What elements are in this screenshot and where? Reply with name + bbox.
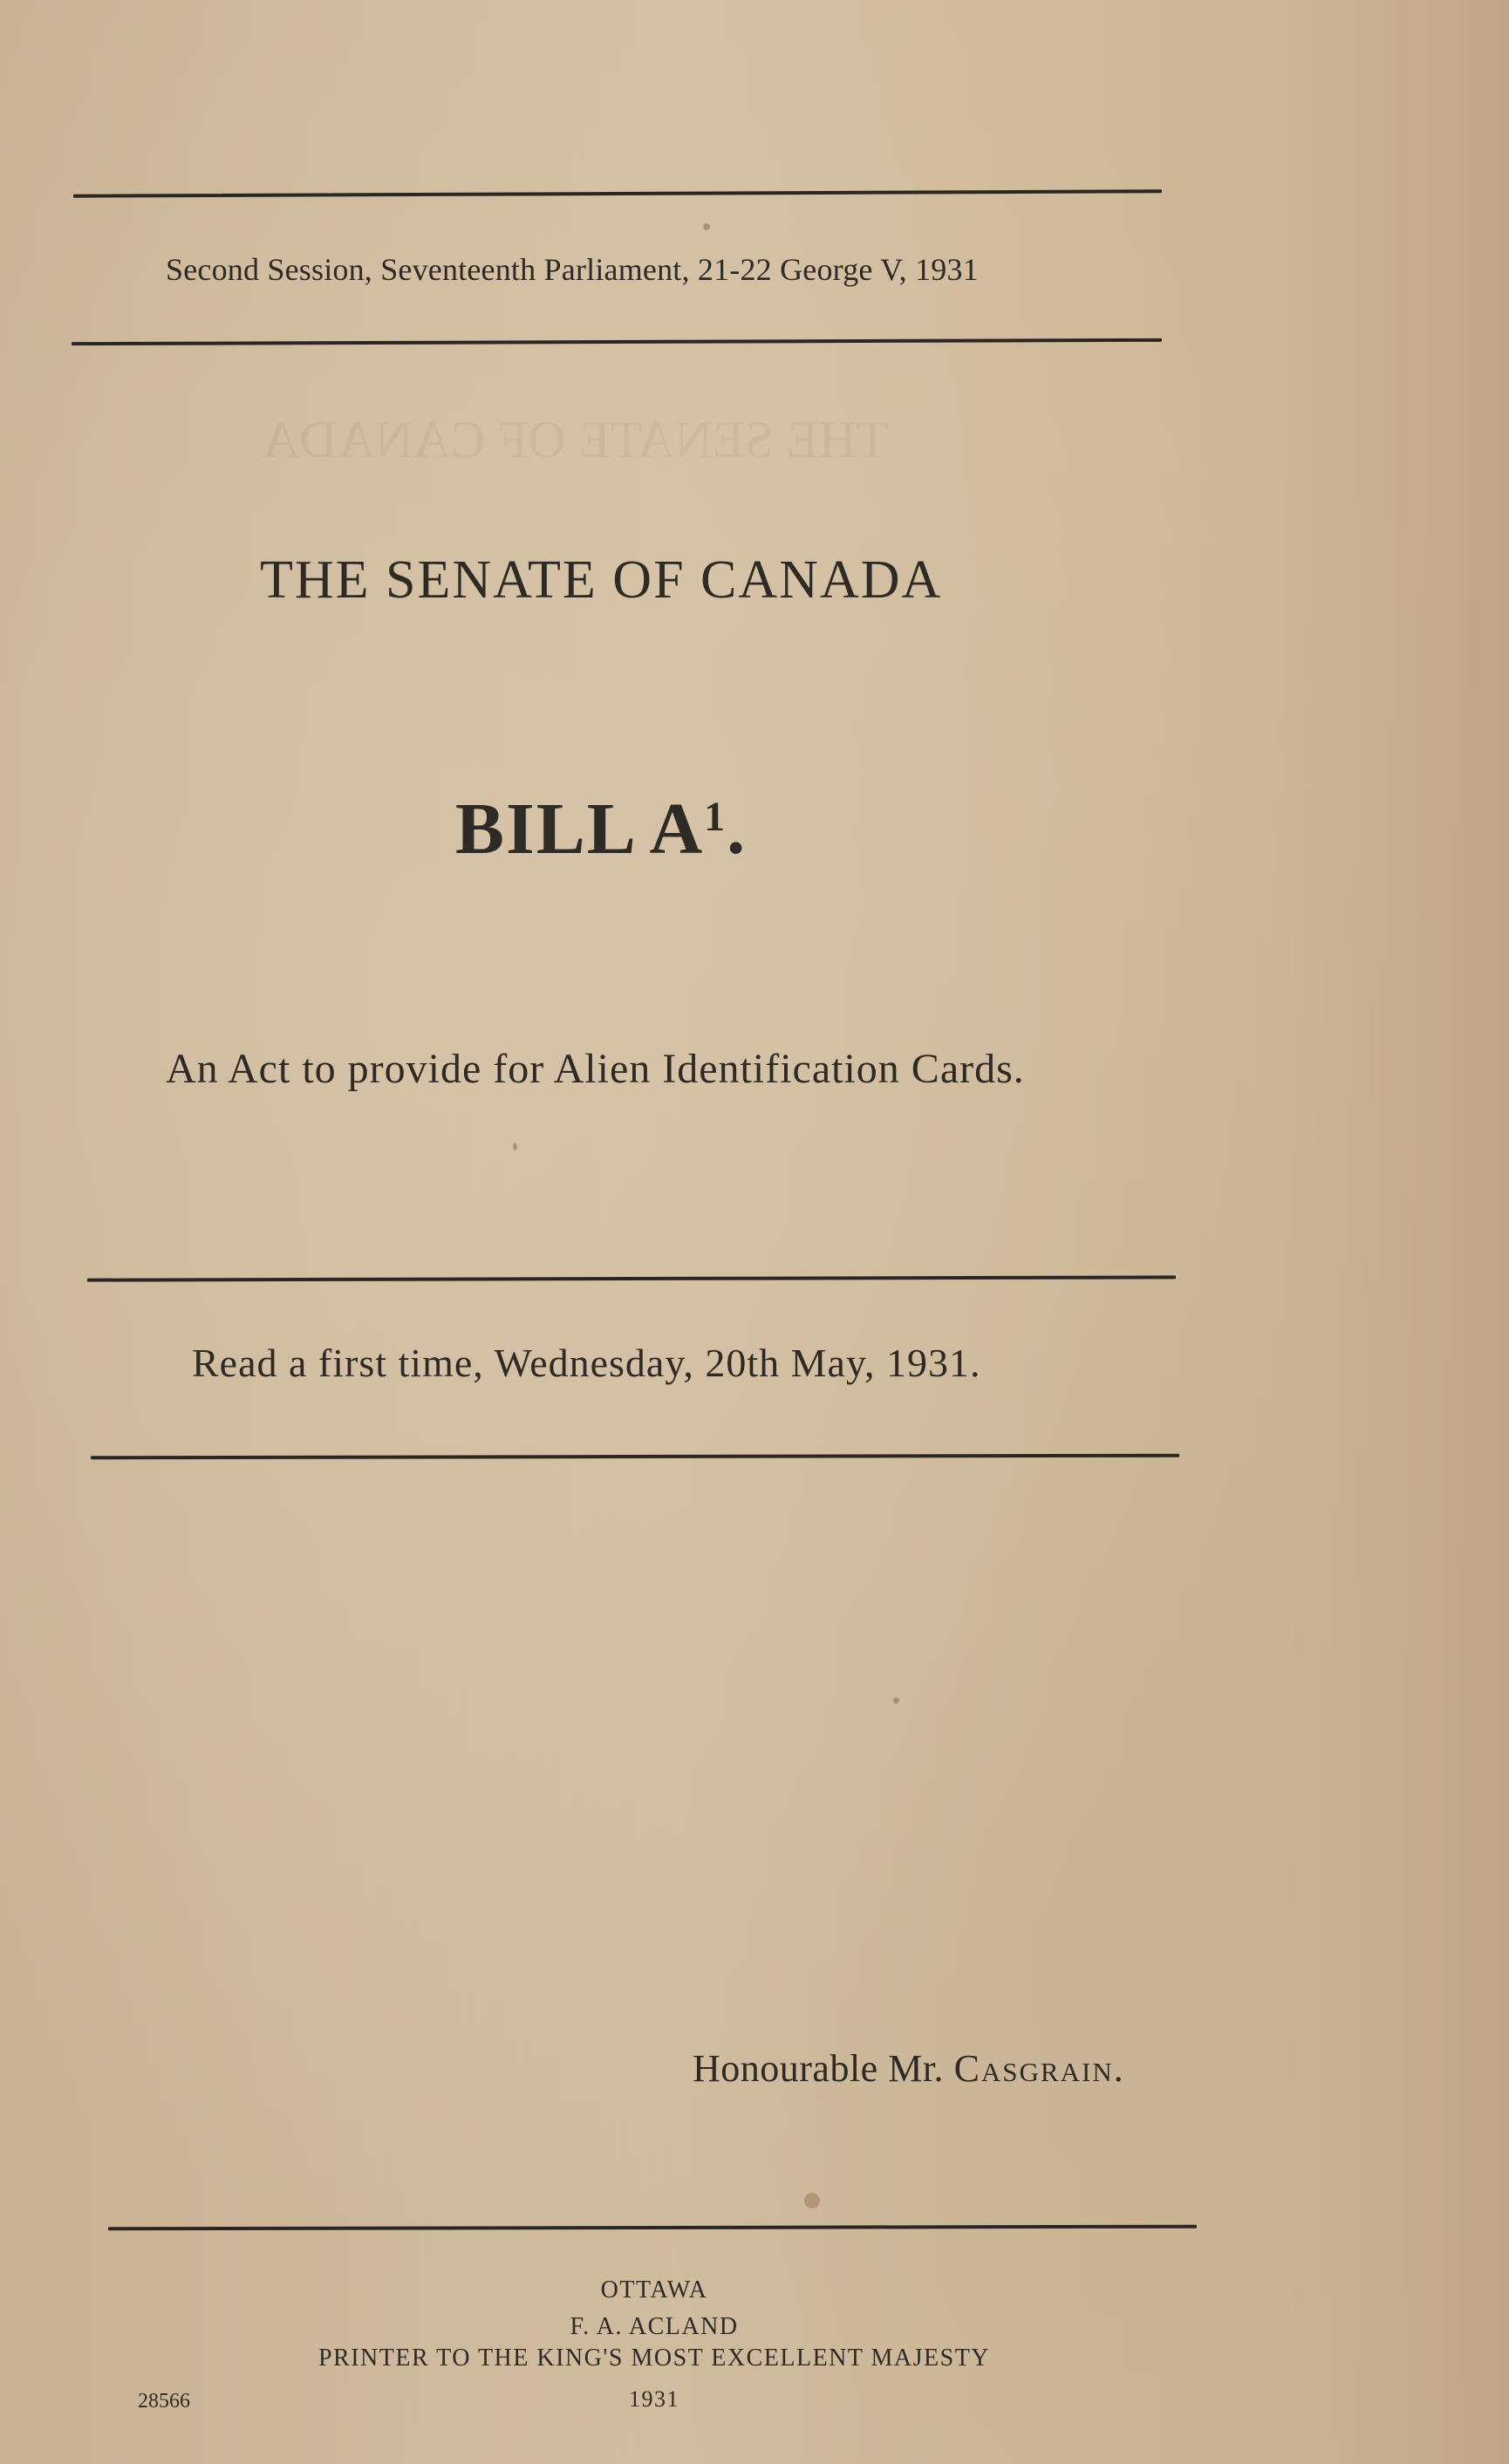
imprint-city: OTTAWA — [600, 2276, 708, 2304]
act-title: An Act to provide for Alien Identification Cards. — [166, 1046, 1025, 1092]
paper-spot — [703, 223, 710, 230]
bill-number — [455, 787, 747, 871]
bill-label: BILL A — [455, 788, 705, 870]
bill-suffix: . — [727, 788, 748, 870]
session-line: Second Session, Seventeenth Parliament, 21-22 George V, 1931 — [166, 252, 979, 287]
show-through-text: THE SENATE OF CANADA — [262, 411, 889, 468]
bill-sponsor — [693, 2046, 1123, 2091]
middle-rule-1 — [87, 1275, 1176, 1281]
top-rule-2 — [72, 338, 1162, 345]
middle-rule-2 — [91, 1454, 1179, 1460]
imprint-printer-title: PRINTER TO THE KING'S MOST EXCELLENT MAJESTY — [318, 2345, 991, 2372]
sponsor-name: Casgrain — [953, 2047, 1114, 2090]
sponsor-prefix: Honourable Mr. — [693, 2047, 954, 2090]
print-job-code: 28566 — [138, 2390, 190, 2413]
top-rule-1 — [73, 189, 1162, 197]
paper-spot — [893, 1697, 899, 1703]
paper-spot — [513, 1143, 517, 1150]
imprint-printer-name: F. A. ACLAND — [570, 2313, 739, 2340]
bottom-rule — [108, 2225, 1197, 2231]
imprint-year: 1931 — [629, 2386, 679, 2412]
first-reading-line: Read a first time, Wednesday, 20th May, 1931. — [192, 1341, 981, 1385]
chamber-title: THE SENATE OF CANADA — [260, 550, 943, 610]
sponsor-suffix: . — [1113, 2047, 1124, 2090]
bill-superscript: 1 — [704, 794, 727, 840]
paper-spot — [804, 2193, 820, 2208]
